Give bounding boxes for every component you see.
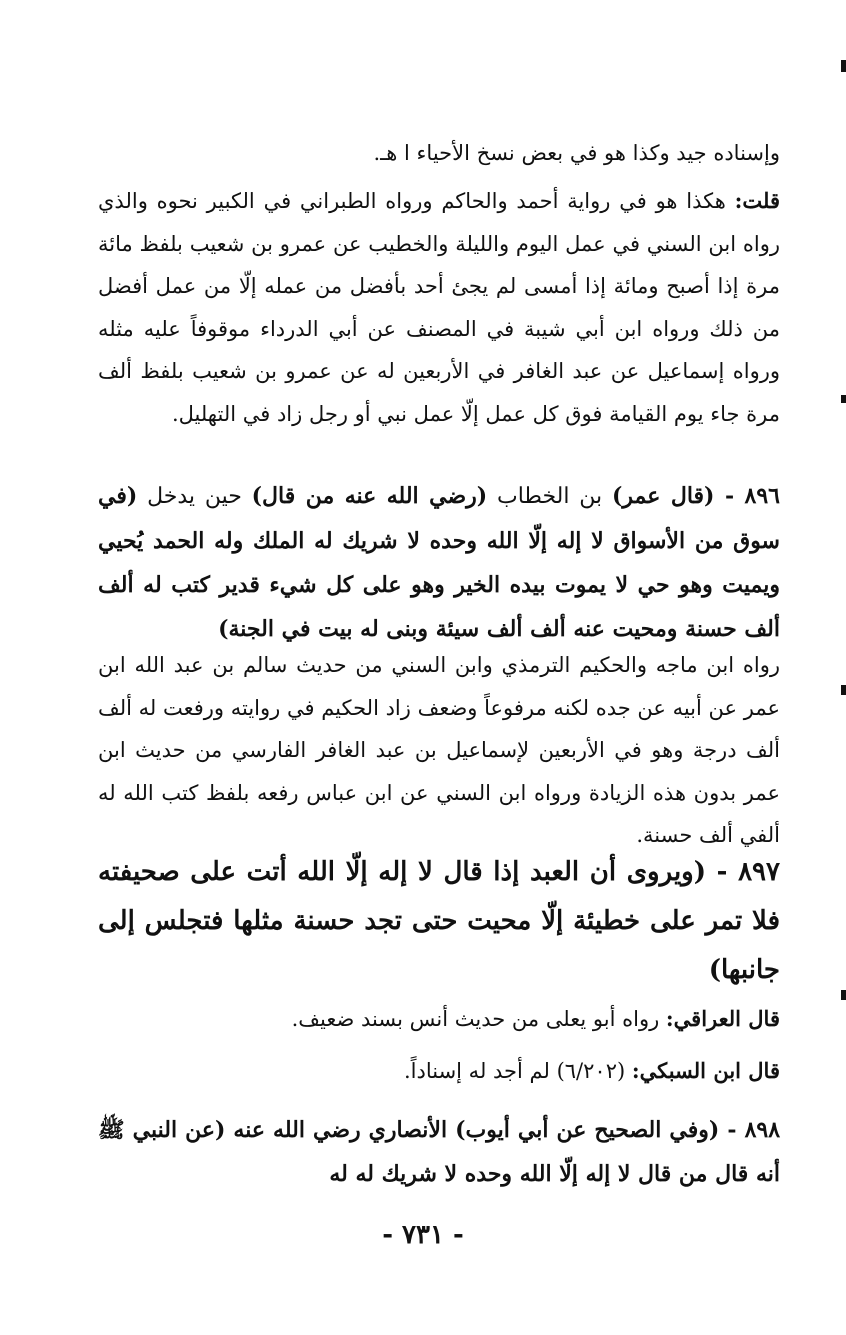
subki-text: (٦/٢٠٢) لم أجد له إسناداً. — [403, 1059, 632, 1083]
iraqi-text: رواه أبو يعلى من حديث أنس بسند ضعيف. — [291, 1007, 666, 1031]
takhrij-896-text: رواه ابن ماجه والحكيم الترمذي وابن السني من حديث سالم بن عبد الله ابن عمر عن أبيه عن جده لكنه مرفوعاً وضعف زاد الحكيم في روايته ورفعت له ألف ألف درجة وهو في الأربعين لإسماعيل بن عبد الغافر الفارسي من حديث ابن عمر بدون هذه الزيادة ورواه ابن السني عن ابن عباس رفعه بلفظ كتب الله له ألفي ألف حسنة. — [98, 653, 780, 847]
hadith-896-quote: (في سوق من الأسواق لا إله إلّا الله وحده لا شريك له الملك وله الحمد يُحيي ويميت وهو حي لا يموت بيده الخير وهو على كل شيء قدير كتب له ألف ألف حسنة ومحيت عنه ألف ألف سيئة وبنى له بيت في الجنة) — [98, 483, 780, 642]
qultu-paragraph — [98, 180, 780, 435]
qultu-label: قلت: — [734, 188, 780, 213]
takhrij-896 — [98, 644, 780, 857]
subki-note — [140, 1050, 780, 1093]
iraqi-note — [140, 998, 780, 1041]
edge-mark-bottom — [841, 990, 846, 1000]
hadith-897-number: ٨٩٧ - — [716, 857, 780, 887]
page-number: - ٧٣١ - — [382, 1220, 464, 1250]
edge-mark-top — [841, 60, 846, 72]
intro-line — [98, 132, 780, 175]
hadith-896-qala-umar: (قال عمر) — [611, 483, 715, 509]
hadith-896 — [98, 474, 780, 651]
hadith-898 — [98, 1108, 780, 1196]
hadith-898-number: ٨٩٨ - — [727, 1117, 781, 1143]
iraqi-label: قال العراقي: — [665, 1006, 780, 1031]
hadith-897 — [98, 848, 780, 995]
hadith-896-radiya: (رضي الله عنه من قال) — [251, 483, 488, 509]
subki-label: قال ابن السبكي: — [631, 1058, 780, 1083]
hadith-896-ibn: بن الخطاب — [487, 484, 612, 509]
qultu-text: هكذا هو في رواية أحمد والحاكم ورواه الطبراني في الكبير نحوه والذي رواه ابن السني في عمل اليوم والليلة والخطيب عن عمرو بن شعيب بلفظ مائة مرة إذا أصبح ومائة إذا أمسى لم يجئ أحد بأفضل من عمله إلّا من عمل أفضل من ذلك ورواه ابن أبي شيبة في المصنف عن أبي الدرداء موقوفاً عليه مثله ورواه إسماعيل عن عبد الغافر في الأربعين له عن عمرو بن شعيب بلفظ ألف مرة جاء يوم القيامة فوق كل عمل إلّا عمل نبي أو رجل زاد في التهليل. — [98, 189, 780, 426]
hadith-896-hina: حين يدخل — [137, 484, 252, 509]
hadith-897-quote: (ويروى أن العبد إذا قال لا إله إلّا الله أتت على صحيفته فلا تمر على خطيئة إلّا محيت حتى تجد حسنة مثلها فتجلس إلى جانبها) — [98, 857, 780, 985]
edge-mark-lower — [841, 685, 846, 695]
edge-mark-middle — [841, 395, 846, 403]
intro-line-text: وإسناده جيد وكذا هو في بعض نسخ الأحياء ا هـ. — [373, 141, 780, 165]
hadith-896-number: ٨٩٦ - — [724, 483, 780, 509]
hadith-898-quote: (وفي الصحيح عن أبي أيوب) الأنصاري رضي الله عنه (عن النبي ﷺ أنه قال من قال لا إله إلّا الله وحده لا شريك له له — [98, 1117, 780, 1187]
